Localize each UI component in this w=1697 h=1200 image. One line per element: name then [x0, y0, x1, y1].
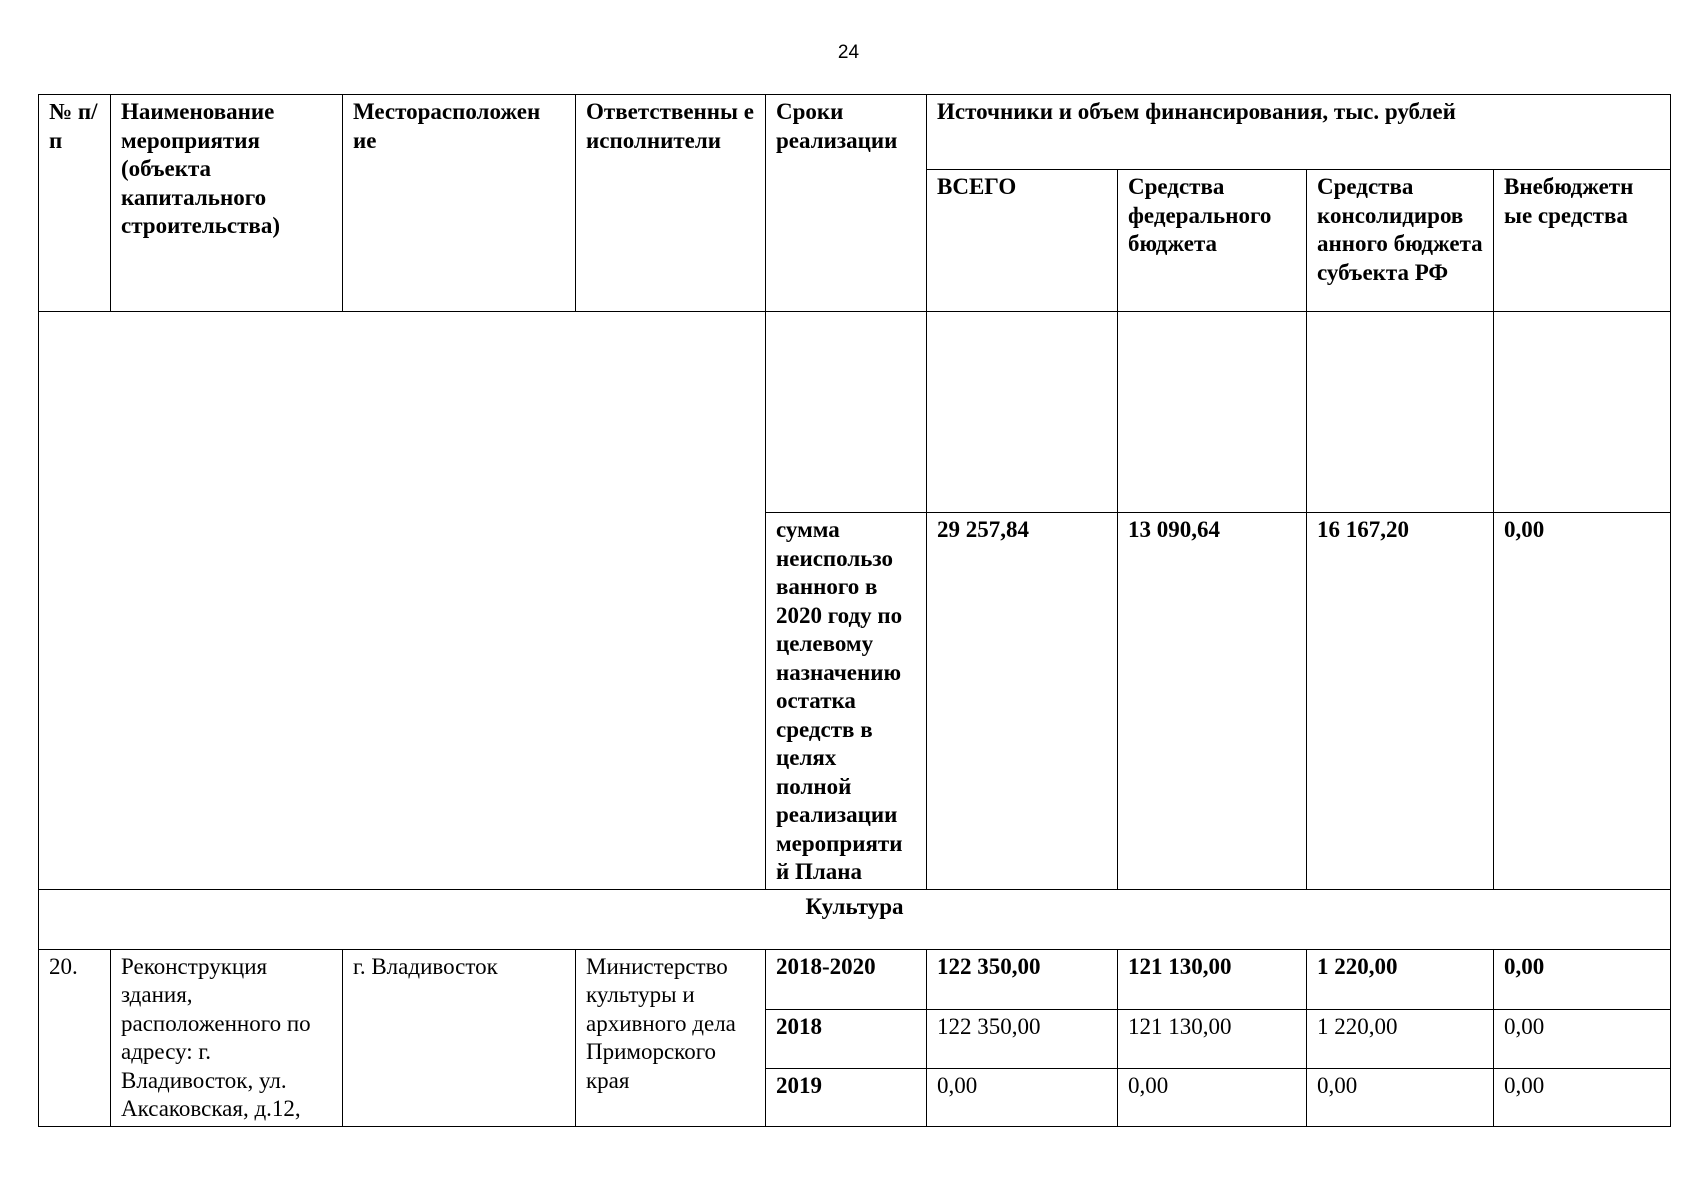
- item-regional: 1 220,00: [1307, 949, 1494, 1009]
- unused-extra: 0,00: [1494, 513, 1671, 890]
- item-regional: 0,00: [1307, 1069, 1494, 1126]
- header-responsible: Ответственны е исполнители: [576, 95, 766, 312]
- continuation-regional-blank: [1307, 312, 1494, 513]
- item-regional: 1 220,00: [1307, 1009, 1494, 1068]
- item-term: 2018-2020: [766, 949, 927, 1009]
- item-responsible: Министерство культуры и архивного дела Приморского края: [576, 949, 766, 1126]
- page-number: 24: [837, 42, 860, 63]
- item-total: 0,00: [927, 1069, 1118, 1126]
- header-location: Месторасположен ие: [343, 95, 576, 312]
- header-name: Наименование мероприятия (объекта капитального строительства): [111, 95, 343, 312]
- item-federal: 121 130,00: [1118, 1009, 1307, 1068]
- item-number: 20.: [39, 949, 111, 1126]
- unused-regional: 16 167,20: [1307, 513, 1494, 890]
- item-name: Реконструкция здания, расположенного по адресу: г. Владивосток, ул. Аксаковская, д.12,: [111, 949, 343, 1126]
- header-regional: Средства консолидиров анного бюджета субъекта РФ: [1307, 170, 1494, 312]
- item-extra: 0,00: [1494, 1009, 1671, 1068]
- item-federal: 121 130,00: [1118, 949, 1307, 1009]
- header-federal: Средства федерального бюджета: [1118, 170, 1307, 312]
- section-title: Культура: [39, 889, 1671, 949]
- header-total: ВСЕГО: [927, 170, 1118, 312]
- item-location: г. Владивосток: [343, 949, 576, 1126]
- header-num: № п/п: [39, 95, 111, 312]
- unused-federal: 13 090,64: [1118, 513, 1307, 890]
- unused-total: 29 257,84: [927, 513, 1118, 890]
- item-total: 122 350,00: [927, 1009, 1118, 1068]
- item-federal: 0,00: [1118, 1069, 1307, 1126]
- item-total: 122 350,00: [927, 949, 1118, 1009]
- continuation-federal-blank: [1118, 312, 1307, 513]
- continuation-terms-blank: [766, 312, 927, 513]
- header-funding-group: Источники и объем финансирования, тыс. рублей: [927, 95, 1671, 170]
- continuation-blank: [39, 312, 766, 890]
- item-term: 2018: [766, 1009, 927, 1068]
- header-terms: Сроки реализации: [766, 95, 927, 312]
- item-extra: 0,00: [1494, 949, 1671, 1009]
- continuation-total-blank: [927, 312, 1118, 513]
- financing-table: [38, 94, 1671, 1127]
- item-term: 2019: [766, 1069, 927, 1126]
- item-extra: 0,00: [1494, 1069, 1671, 1126]
- unused-term: сумма неиспользо ванного в 2020 году по целевому назначению остатка средств в целях полной реализации мероприяти й Плана: [766, 513, 927, 890]
- header-extra: Внебюджетн ые средства: [1494, 170, 1671, 312]
- continuation-extra-blank: [1494, 312, 1671, 513]
